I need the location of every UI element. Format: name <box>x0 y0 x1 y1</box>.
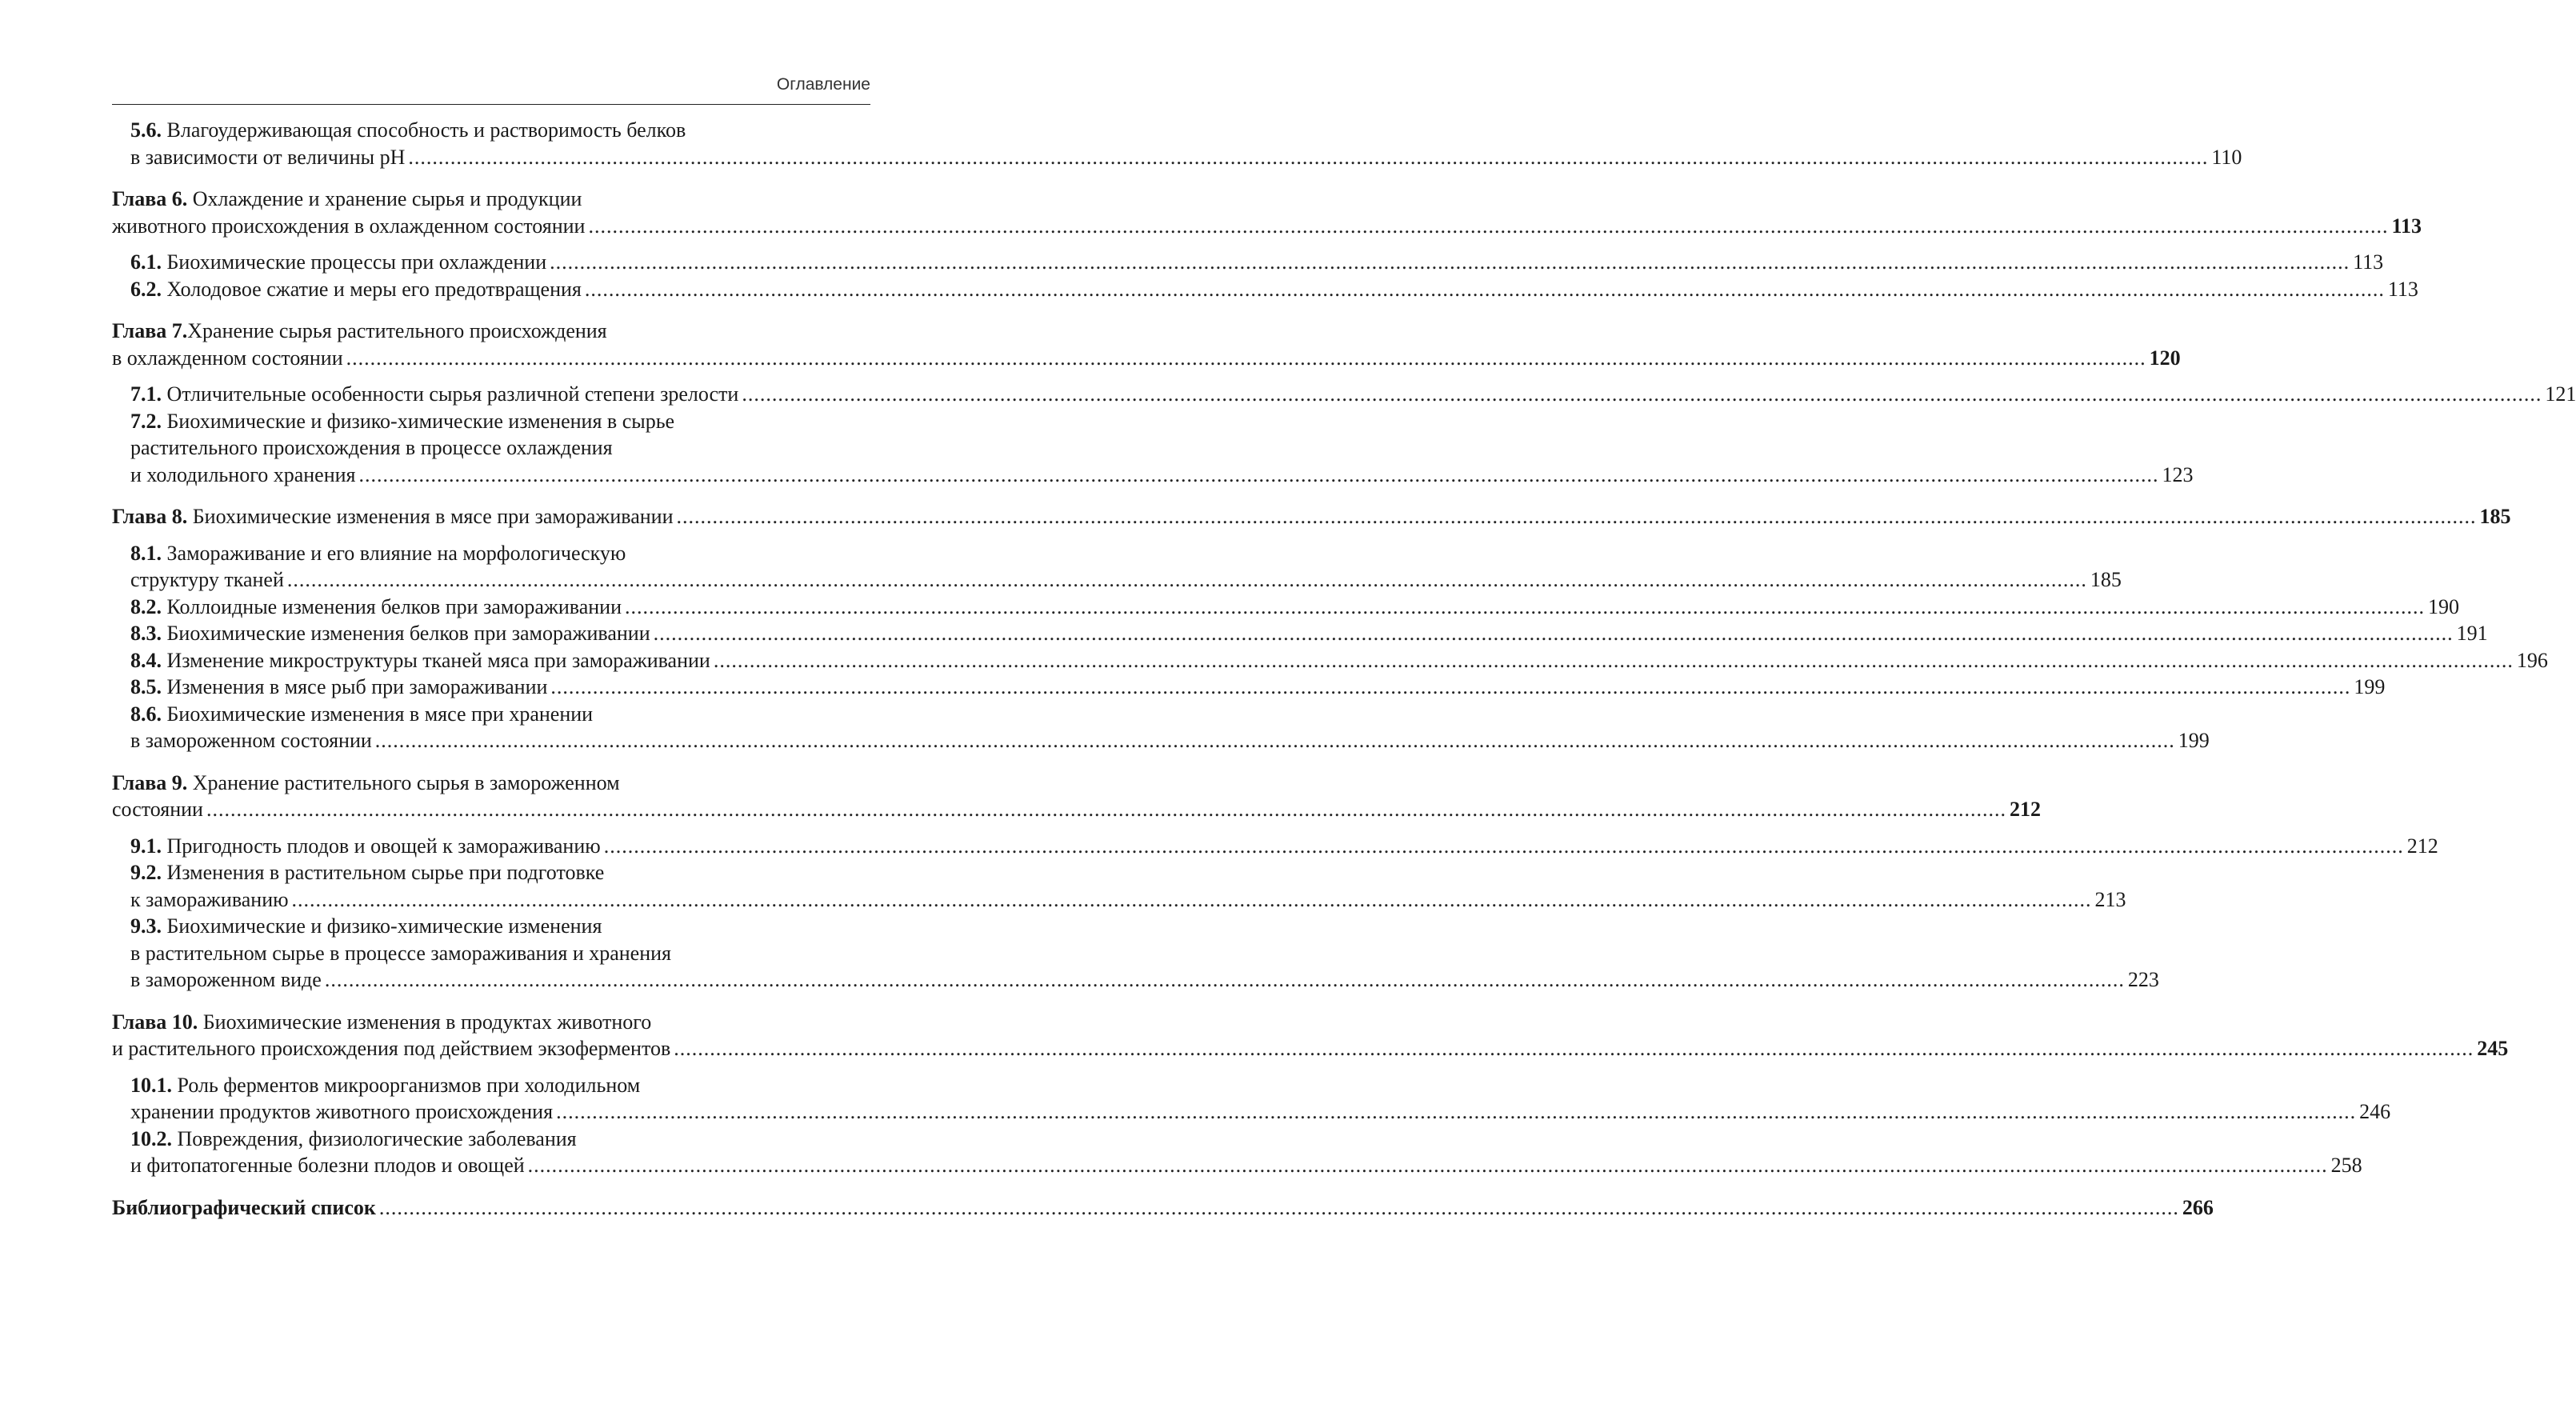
dot-leader: ............................................................................................................................................................................................................................................................................................................ <box>291 887 2092 911</box>
page-number: 113 <box>2387 277 2418 301</box>
dot-leader: ............................................................................................................................................................................................................................................................................................................ <box>588 214 2389 238</box>
entry-title: в охлажденном состоянии <box>112 346 343 370</box>
entry-title: Хранение растительного сырья в замороженном <box>192 770 620 794</box>
entry-title: и растительного происхождения под действием экзоферментов <box>112 1037 671 1060</box>
dot-leader: ............................................................................................................................................................................................................................................................................................................ <box>324 968 2125 991</box>
toc-section-entry <box>112 594 2459 621</box>
entry-title: Охлаждение и хранение сырья и продукции <box>192 187 582 210</box>
entry-title: Холодовое сжатие и меры его предотвращения <box>166 277 582 301</box>
entry-title: Биохимические и физико-химические изменения <box>166 914 602 938</box>
entry-number: Глава 9. <box>112 770 188 794</box>
page-number: 212 <box>2406 834 2438 858</box>
entry-number: 10.2. <box>130 1126 172 1150</box>
page-number: 185 <box>2090 568 2122 591</box>
dot-leader: ............................................................................................................................................................................................................................................................................................................ <box>374 729 2175 752</box>
page-number: 121 <box>2545 382 2576 406</box>
entry-title: Отличительные особенности сырья различной степени зрелости <box>166 382 739 406</box>
entry-number: 7.1. <box>130 382 162 406</box>
dot-leader: ............................................................................................................................................................................................................................................................................................................ <box>378 1195 2179 1219</box>
dot-leader: ............................................................................................................................................................................................................................................................................................................ <box>206 798 2006 821</box>
dot-leader: ............................................................................................................................................................................................................................................................................................................ <box>674 1037 2474 1060</box>
entry-number: Глава 6. <box>112 187 188 210</box>
entry-title: Биохимические изменения в мясе при хранении <box>166 702 594 726</box>
dot-leader: ............................................................................................................................................................................................................................................................................................................ <box>408 145 2209 169</box>
entry-number: 8.6. <box>130 702 162 726</box>
entry-title: Биохимические и физико-химические изменения в сырье <box>166 409 675 433</box>
toc-section-entry <box>112 859 2126 913</box>
entry-title: животного происхождения в охлажденном состоянии <box>112 214 586 238</box>
table-of-contents <box>112 117 2576 1221</box>
entry-title: Изменения в растительном сырье при подготовке <box>166 861 605 884</box>
page-number: 213 <box>2094 887 2126 911</box>
dot-leader: ............................................................................................................................................................................................................................................................................................................ <box>550 250 2350 274</box>
dot-leader: ............................................................................................................................................................................................................................................................................................................ <box>742 382 2542 406</box>
entry-title: Биохимические процессы при охлаждении <box>166 250 547 274</box>
toc-section-entry <box>112 647 2548 674</box>
entry-number: 6.1. <box>130 250 162 274</box>
entry-title: в растительном сырье в процессе замораживания и хранения <box>130 941 672 965</box>
entry-number: Библиографический список <box>112 1195 376 1219</box>
page-number: 196 <box>2516 648 2548 672</box>
dot-leader: ............................................................................................................................................................................................................................................................................................................ <box>527 1154 2328 1177</box>
entry-number: 10.1. <box>130 1073 172 1097</box>
entry-title: в замороженном виде <box>130 968 322 991</box>
toc-section-entry <box>112 913 2159 994</box>
dot-leader: ............................................................................................................................................................................................................................................................................................................ <box>603 834 2404 858</box>
toc-section-entry <box>112 1072 2391 1126</box>
entry-number: 7.2. <box>130 409 162 433</box>
entry-number: 9.1. <box>130 834 162 858</box>
entry-title: к замораживанию <box>130 887 289 911</box>
entry-title: Биохимические изменения в продуктах животного <box>202 1010 652 1034</box>
toc-chapter-entry <box>112 1194 2214 1222</box>
toc-section-entry <box>112 833 2438 860</box>
entry-number: 9.3. <box>130 914 162 938</box>
entry-title: Пригодность плодов и овощей к замораживанию <box>166 834 601 858</box>
dot-leader: ............................................................................................................................................................................................................................................................................................................ <box>584 277 2385 301</box>
page-number: 199 <box>2178 729 2210 752</box>
dot-leader: ............................................................................................................................................................................................................................................................................................................ <box>358 462 2159 486</box>
page-number: 120 <box>2149 346 2181 370</box>
toc-chapter-entry <box>112 770 2041 823</box>
entry-number: Глава 8. <box>112 505 188 528</box>
entry-number: Глава 7. <box>112 319 188 342</box>
page-number: 113 <box>2391 214 2422 238</box>
page-number: 266 <box>2182 1195 2214 1219</box>
toc-section-entry <box>112 408 2194 489</box>
toc-section-entry <box>112 701 2210 754</box>
entry-title: Влагоудерживающая способность и растворимость белков <box>166 118 686 142</box>
dot-leader: ............................................................................................................................................................................................................................................................................................................ <box>346 346 2146 370</box>
toc-section-entry <box>112 381 2576 408</box>
dot-leader: ............................................................................................................................................................................................................................................................................................................ <box>286 568 2087 591</box>
dot-leader: ............................................................................................................................................................................................................................................................................................................ <box>624 594 2425 618</box>
page-number: 190 <box>2427 594 2459 618</box>
entry-number: 8.5. <box>130 675 162 698</box>
dot-leader: ............................................................................................................................................................................................................................................................................................................ <box>676 505 2477 528</box>
entry-title: структуру тканей <box>130 568 284 591</box>
toc-section-entry <box>112 276 2418 303</box>
entry-number: 8.1. <box>130 541 162 565</box>
toc-section-entry <box>112 117 2242 170</box>
page-number: 245 <box>2477 1037 2509 1060</box>
running-head: Оглавление <box>776 75 870 94</box>
entry-title: Биохимические изменения в мясе при замораживании <box>192 505 674 528</box>
entry-title: состоянии <box>112 798 203 821</box>
toc-section-entry <box>112 249 2384 276</box>
entry-title: Хранение сырья растительного происхождения <box>187 319 607 342</box>
entry-title: Замораживание и его влияние на морфологическую <box>166 541 626 565</box>
entry-number: 8.3. <box>130 622 162 645</box>
entry-number: 8.2. <box>130 594 162 618</box>
entry-number: 6.2. <box>130 277 162 301</box>
page-number: 110 <box>2211 145 2242 169</box>
toc-section-entry <box>112 620 2488 647</box>
entry-title: хранении продуктов животного происхождения <box>130 1100 554 1123</box>
entry-title: Повреждения, физиологические заболевания <box>177 1126 577 1150</box>
page-number: 185 <box>2479 505 2511 528</box>
entry-number: 5.6. <box>130 118 162 142</box>
entry-title: Изменения в мясе рыб при замораживании <box>166 675 548 698</box>
toc-section-entry <box>112 674 2386 701</box>
dot-leader: ............................................................................................................................................................................................................................................................................................................ <box>550 675 2351 698</box>
entry-title: в зависимости от величины рН <box>130 145 406 169</box>
dot-leader: ............................................................................................................................................................................................................................................................................................................ <box>556 1100 2357 1123</box>
toc-section-entry <box>112 1126 2362 1179</box>
page-number: 113 <box>2353 250 2384 274</box>
entry-number: 9.2. <box>130 861 162 884</box>
entry-title: растительного происхождения в процессе охлаждения <box>130 436 613 459</box>
page-number: 123 <box>2162 462 2194 486</box>
entry-title: Биохимические изменения белков при замораживании <box>166 622 650 645</box>
dot-leader: ............................................................................................................................................................................................................................................................................................................ <box>713 648 2514 672</box>
entry-title: в замороженном состоянии <box>130 729 372 752</box>
entry-title: и холодильного хранения <box>130 462 356 486</box>
toc-chapter-entry <box>112 318 2181 371</box>
entry-title: Роль ферментов микроорганизмов при холодильном <box>177 1073 641 1097</box>
entry-number: 8.4. <box>130 648 162 672</box>
page-number: 258 <box>2330 1154 2362 1177</box>
page-number: 199 <box>2354 675 2386 698</box>
header-rule <box>112 104 870 105</box>
entry-title: и фитопатогенные болезни плодов и овощей <box>130 1154 525 1177</box>
page-number: 246 <box>2359 1100 2391 1123</box>
toc-chapter-entry <box>112 186 2422 239</box>
entry-number: Глава 10. <box>112 1010 198 1034</box>
page-number: 212 <box>2009 798 2041 821</box>
entry-title: Коллоидные изменения белков при замораживании <box>166 594 622 618</box>
page-number: 191 <box>2456 622 2488 645</box>
toc-chapter-entry <box>112 503 2511 530</box>
dot-leader: ............................................................................................................................................................................................................................................................................................................ <box>653 622 2454 645</box>
toc-section-entry <box>112 540 2122 594</box>
entry-title: Изменение микроструктуры тканей мяса при замораживании <box>166 648 710 672</box>
toc-chapter-entry <box>112 1009 2509 1062</box>
page-number: 223 <box>2127 968 2159 991</box>
